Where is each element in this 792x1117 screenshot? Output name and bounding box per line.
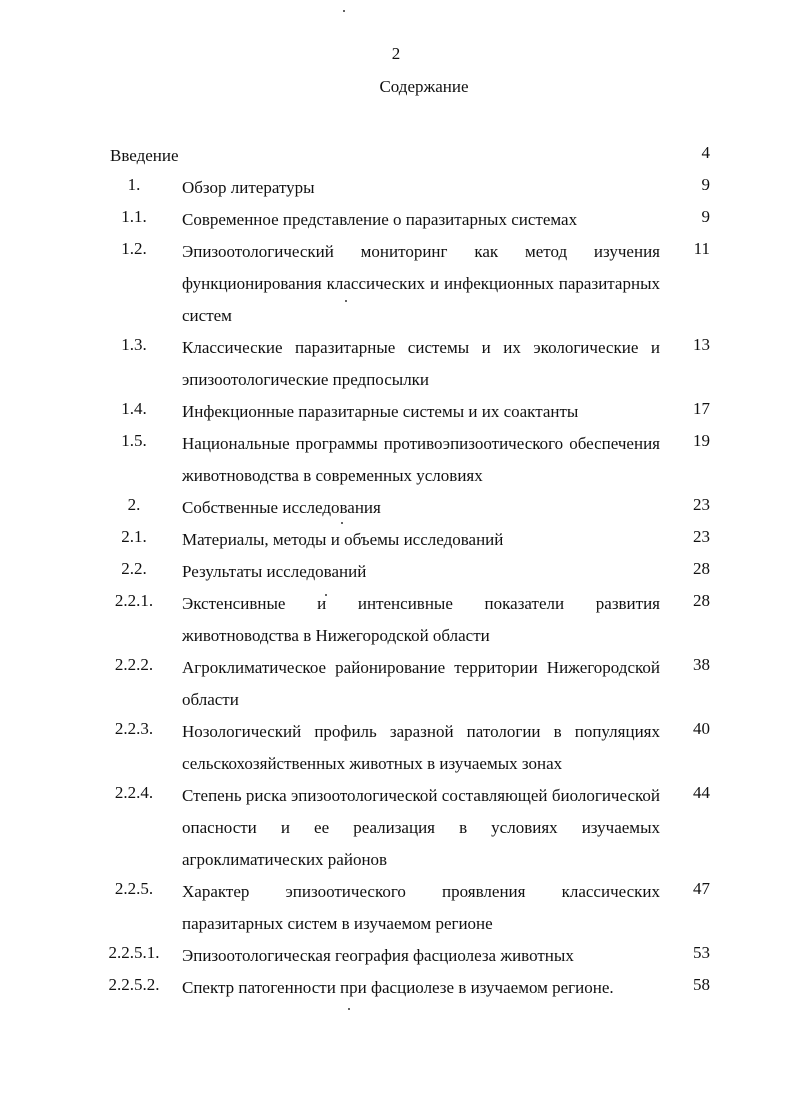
- scan-speck: [343, 10, 345, 12]
- toc-num: 1.1.: [121, 207, 147, 226]
- toc-num: 2.2.4.: [114, 783, 154, 802]
- toc-title: Современное представление о паразитарных системах: [182, 210, 578, 229]
- toc-title: Обзор литературы: [182, 178, 315, 197]
- toc-row: [0, 556, 792, 588]
- toc-num: 1.4.: [121, 399, 147, 418]
- toc-row: [0, 588, 792, 652]
- toc-num: 1.2.: [121, 239, 147, 258]
- toc-page: 4: [701, 143, 710, 162]
- toc-row: [0, 524, 792, 556]
- toc-page: 9: [701, 207, 710, 226]
- toc-page: 13: [693, 335, 710, 354]
- toc-page: 11: [693, 239, 710, 258]
- toc-row: [0, 396, 792, 428]
- toc-row: [0, 332, 792, 396]
- toc-row: [0, 204, 792, 236]
- toc-title: Материалы, методы и объемы исследований: [182, 530, 504, 549]
- toc-row: [0, 172, 792, 204]
- toc-title: Степень риска эпизоотологической составляющей биологической опасности и ее реализация в условиях изучаемых агроклиматических районов: [182, 786, 660, 869]
- toc-title: Инфекционные паразитарные системы и их соактанты: [182, 402, 579, 421]
- toc-page: 38: [693, 655, 710, 674]
- toc-title: Введение: [110, 146, 179, 165]
- toc-row: [0, 972, 792, 1004]
- toc-num: 2.2.2.: [114, 655, 154, 674]
- toc-page: 23: [693, 495, 710, 514]
- toc-num: 2.: [127, 495, 141, 514]
- toc-num: 2.2.5.: [114, 879, 154, 898]
- toc-title: Национальные программы противоэпизоотического обеспечения животноводства в современных условиях: [182, 434, 660, 485]
- toc-title: Эпизоотологическая география фасциолеза животных: [182, 946, 574, 965]
- toc-page: 47: [693, 879, 710, 898]
- toc-page: 58: [693, 975, 710, 994]
- toc-page: 19: [693, 431, 710, 450]
- toc-page: 40: [693, 719, 710, 738]
- toc-num: 2.1.: [121, 527, 147, 546]
- toc-page: 28: [693, 591, 710, 610]
- toc-page: 28: [693, 559, 710, 578]
- toc-title: Нозологический профиль заразной патологии в популяциях сельскохозяйственных животных в изучаемых зонах: [182, 722, 660, 773]
- toc-num: 1.3.: [121, 335, 147, 354]
- toc-num: 2.2.5.1.: [108, 943, 160, 962]
- table-of-contents: [0, 140, 792, 1004]
- toc-title: Собственные исследования: [182, 498, 381, 517]
- toc-title: Эпизоотологический мониторинг как метод изучения функционирования классических и инфекционных паразитарных систем: [182, 242, 660, 325]
- toc-row: [0, 236, 792, 332]
- toc-num: 1.5.: [121, 431, 147, 450]
- toc-num: 2.2.1.: [114, 591, 154, 610]
- toc-row: [0, 876, 792, 940]
- toc-page: 17: [693, 399, 710, 418]
- toc-title: Экстенсивные и интенсивные показатели развития животноводства в Нижегородской области: [182, 594, 660, 645]
- toc-page: 9: [701, 175, 710, 194]
- toc-row: [0, 940, 792, 972]
- toc-num: 2.2.3.: [114, 719, 154, 738]
- toc-title: Классические паразитарные системы и их экологические и эпизоотологические предпосылки: [182, 338, 660, 389]
- toc-title: Характер эпизоотического проявления классических паразитарных систем в изучаемом регионе: [182, 882, 660, 933]
- toc-title: Спектр патогенности при фасциолезе в изучаемом регионе.: [182, 978, 614, 997]
- toc-row: [0, 716, 792, 780]
- toc-page: 53: [693, 943, 710, 962]
- page-title: Содержание: [379, 77, 469, 96]
- toc-page: 44: [693, 783, 710, 802]
- toc-row: [0, 492, 792, 524]
- toc-num: 2.2.5.2.: [108, 975, 160, 994]
- toc-num: 2.2.: [121, 559, 147, 578]
- toc-row-intro: [0, 140, 792, 172]
- toc-row: [0, 428, 792, 492]
- toc-title: Агроклиматическое районирование территории Нижегородской области: [182, 658, 660, 709]
- scan-speck: [348, 1008, 350, 1010]
- toc-page: 23: [693, 527, 710, 546]
- toc-title: Результаты исследований: [182, 562, 367, 581]
- toc-row: [0, 652, 792, 716]
- page-number: 2: [391, 44, 401, 63]
- toc-row: [0, 780, 792, 876]
- toc-num: 1.: [127, 175, 141, 194]
